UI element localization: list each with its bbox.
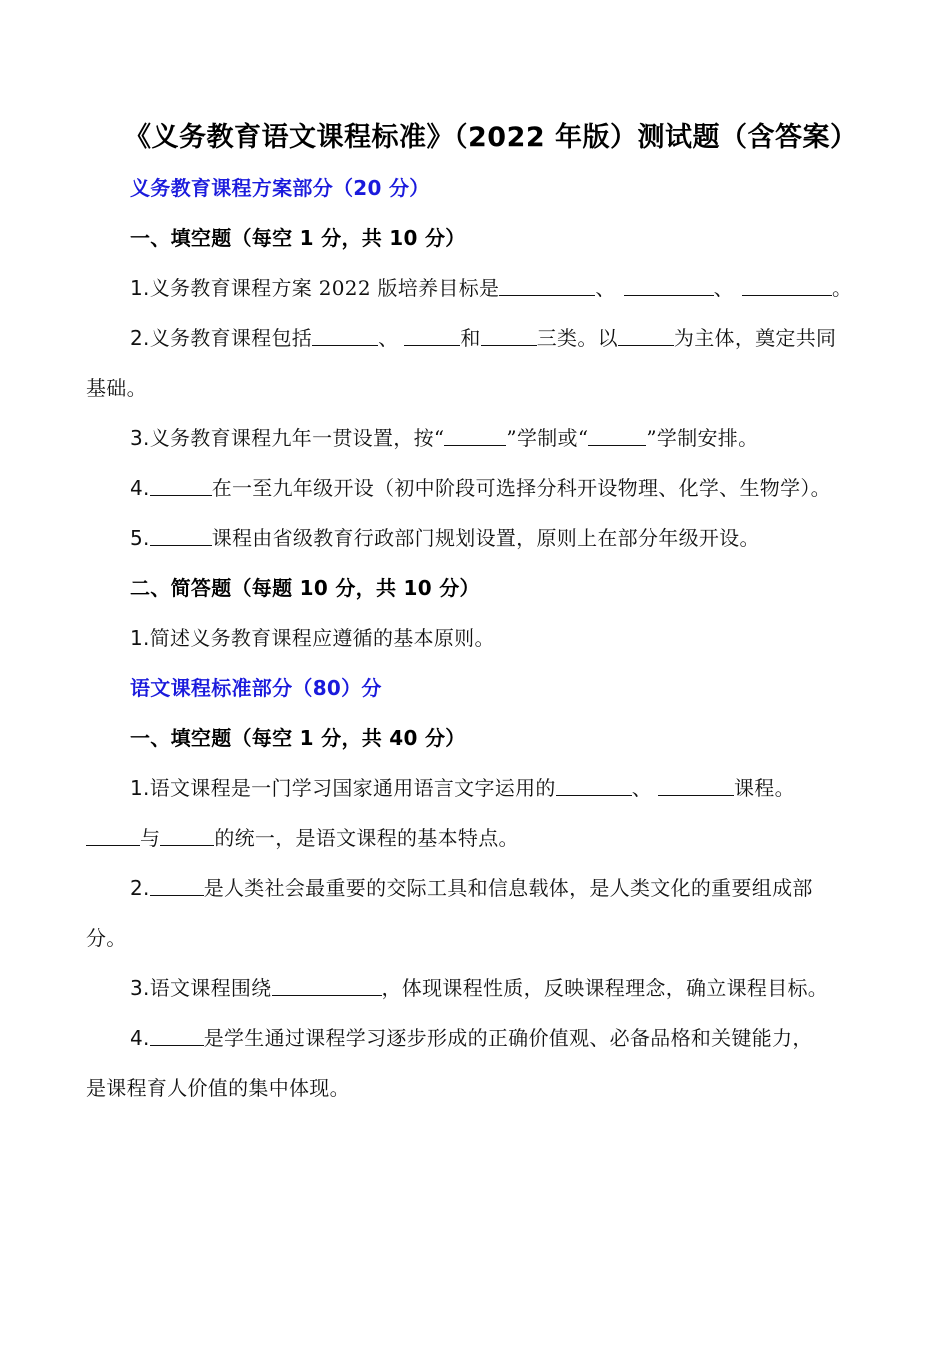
- answer-blank: [624, 275, 714, 296]
- fill-blank-heading: 一、填空题（每空 1 分，共 10 分）: [130, 226, 466, 250]
- answer-blank: [150, 875, 204, 896]
- chinese-question-1: [130, 774, 795, 802]
- question-5: [130, 524, 760, 552]
- question-2-continuation: 基础。: [86, 376, 147, 400]
- question-text: 课程。: [734, 776, 795, 800]
- short-answer-heading: 二、简答题（每题 10 分，共 10 分）: [130, 576, 480, 600]
- question-text: ”学制安排。: [646, 426, 759, 450]
- question-number: 1.: [130, 776, 150, 800]
- answer-blank: [742, 275, 832, 296]
- answer-blank: [444, 425, 506, 446]
- question-text: ”学制或“: [506, 426, 589, 450]
- question-number: 3.: [130, 976, 150, 1000]
- chinese-question-1-continuation: [86, 824, 519, 852]
- section-heading-chinese-standard: 语文课程标准部分（80）分: [130, 676, 382, 700]
- answer-blank: [404, 325, 460, 346]
- question-text: 三类。以: [536, 326, 618, 350]
- question-number: 3.: [130, 426, 150, 450]
- fill-blank-heading-2: 一、填空题（每空 1 分，共 40 分）: [130, 726, 466, 750]
- answer-blank: [618, 325, 674, 346]
- question-text: ，体现课程性质，反映课程理念，确立课程目标。: [381, 976, 829, 1000]
- question-4: [130, 474, 831, 502]
- section-heading-curriculum-plan: 义务教育课程方案部分（20 分）: [130, 176, 430, 200]
- answer-blank: [160, 825, 214, 846]
- answer-blank: [499, 275, 595, 296]
- question-text: 是人类社会最重要的交际工具和信息载体，是人类文化的重要组成部: [203, 876, 813, 900]
- question-text: 课程由省级教育行政部门规划设置，原则上在部分年级开设。: [211, 526, 760, 550]
- question-2: [130, 324, 836, 352]
- question-text: 语文课程围绕: [149, 976, 272, 1000]
- answer-blank: [588, 425, 646, 446]
- question-number: 5.: [130, 526, 150, 550]
- question-text: 义务教育课程九年一贯设置，按“: [149, 426, 445, 450]
- question-number: 2.: [130, 876, 150, 900]
- chinese-question-4: [130, 1024, 813, 1052]
- answer-blank: [150, 525, 212, 546]
- question-end: 。: [831, 276, 853, 300]
- separator: 、: [378, 326, 399, 350]
- question-text: 义务教育课程方案 2022 版培养目标是: [149, 276, 500, 300]
- question-text: 义务教育课程包括: [149, 326, 313, 350]
- chinese-question-4-continuation: 是课程育人价值的集中体现。: [86, 1076, 350, 1100]
- question-1: [130, 274, 852, 302]
- chinese-question-3: [130, 974, 828, 1002]
- question-number: 2.: [130, 326, 150, 350]
- question-text: 语文课程是一门学习国家通用语言文字运用的: [149, 776, 556, 800]
- question-3: [130, 424, 758, 452]
- separator: 、: [713, 276, 734, 300]
- separator: 、: [631, 776, 652, 800]
- answer-blank: [272, 975, 382, 996]
- question-text: 的统一，是语文课程的基本特点。: [214, 826, 519, 850]
- question-text: 在一至九年级开设（初中阶段可选择分科开设物理、化学、生物学）。: [211, 476, 831, 500]
- answer-blank: [312, 325, 378, 346]
- chinese-question-2: [130, 874, 813, 902]
- answer-blank: [658, 775, 734, 796]
- question-text: 是学生通过课程学习逐步形成的正确价值观、必备品格和关键能力，: [203, 1026, 813, 1050]
- answer-blank: [556, 775, 632, 796]
- answer-blank: [86, 825, 140, 846]
- answer-blank: [150, 475, 212, 496]
- question-text: 与: [140, 826, 161, 850]
- question-number: 1.: [130, 626, 150, 650]
- question-number: 4.: [130, 476, 150, 500]
- short-answer-question-1: [130, 624, 495, 652]
- question-number: 1.: [130, 276, 150, 300]
- question-text: 和: [460, 326, 481, 350]
- separator: 、: [595, 276, 616, 300]
- answer-blank: [150, 1025, 204, 1046]
- chinese-question-2-continuation: 分。: [86, 926, 127, 950]
- page-title: 《义务教育语文课程标准》（2022 年版）测试题（含答案）: [124, 122, 858, 153]
- question-number: 4.: [130, 1026, 150, 1050]
- question-text: 为主体，奠定共同: [673, 326, 837, 350]
- question-text: 简述义务教育课程应遵循的基本原则。: [149, 626, 495, 650]
- answer-blank: [481, 325, 537, 346]
